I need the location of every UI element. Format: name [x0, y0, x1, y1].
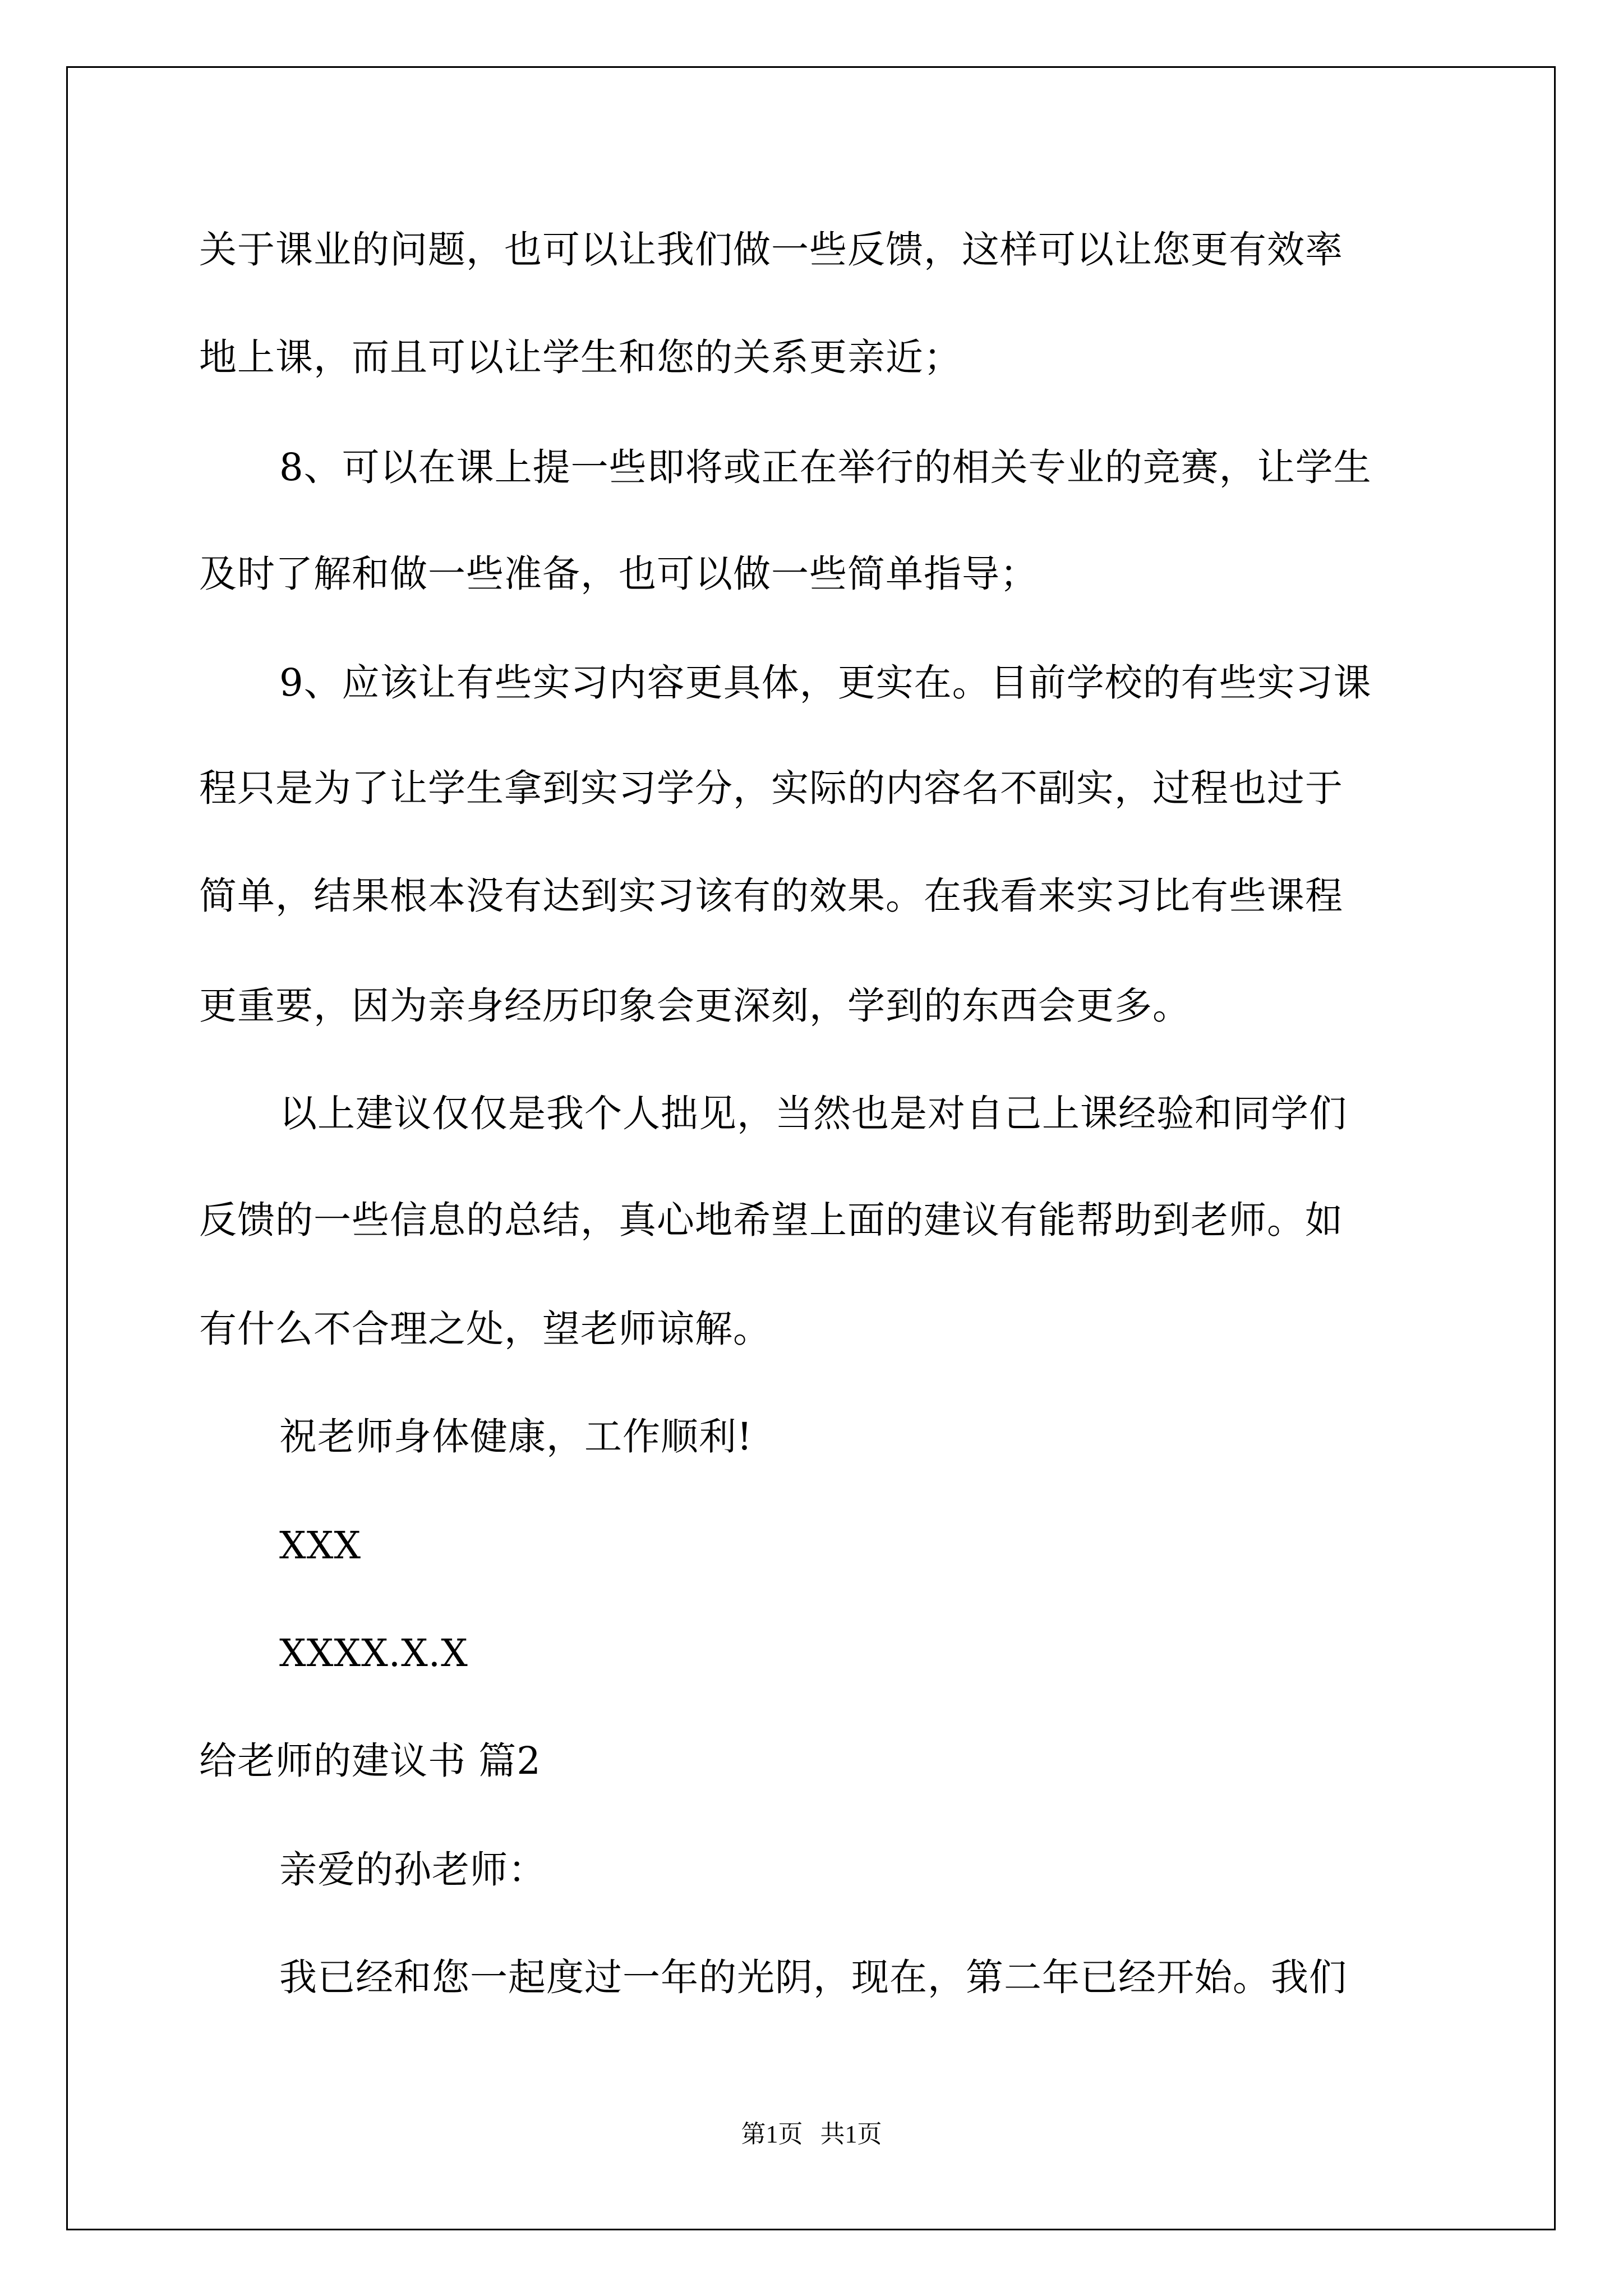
paragraph-line: 有什么不合理之处，望老师谅解。: [199, 1307, 771, 1351]
salutation: 亲爱的孙老师：: [279, 1848, 546, 1892]
paragraph-line: 简单，结果根本没有达到实习该有的效果。在我看来实习比有些课程: [199, 874, 1343, 918]
paragraph-line: 地上课，而且可以让学生和您的关系更亲近；: [199, 335, 962, 379]
paragraph-line: 8、可以在课上提一些即将或正在举行的相关专业的竞赛，让学生: [279, 445, 1372, 489]
paragraph-line: 及时了解和做一些准备，也可以做一些简单指导；: [199, 552, 1038, 596]
paragraph-line: 我已经和您一起度过一年的光阴，现在，第二年已经开始。我们: [279, 1955, 1347, 1999]
paragraph-line: 9、应该让有些实习内容更具体，更实在。目前学校的有些实习课: [279, 661, 1372, 705]
page-footer: [0, 2120, 1623, 2148]
signature-date: XXXX.X.X: [279, 1631, 468, 1675]
page-total: 共1页: [820, 2120, 882, 2148]
paragraph-line: 以上建议仅仅是我个人拙见，当然也是对自己上课经验和同学们: [279, 1092, 1347, 1135]
page-current: 第1页: [741, 2120, 803, 2148]
section-heading: 给老师的建议书 篇2: [199, 1739, 541, 1783]
paragraph-line: 更重要，因为亲身经历印象会更深刻，学到的东西会更多。: [199, 984, 1191, 1028]
paragraph-line: 反馈的一些信息的总结，真心地希望上面的建议有能帮助到老师。如: [199, 1198, 1343, 1242]
signature-name: XXX: [279, 1524, 362, 1567]
closing-wish: 祝老师身体健康，工作顺利!: [279, 1415, 753, 1458]
page-border: [66, 66, 1556, 2230]
paragraph-line: 程只是为了让学生拿到实习学分，实际的内容名不副实，过程也过于: [199, 766, 1343, 810]
paragraph-line: 关于课业的问题，也可以让我们做一些反馈，这样可以让您更有效率: [199, 228, 1343, 272]
